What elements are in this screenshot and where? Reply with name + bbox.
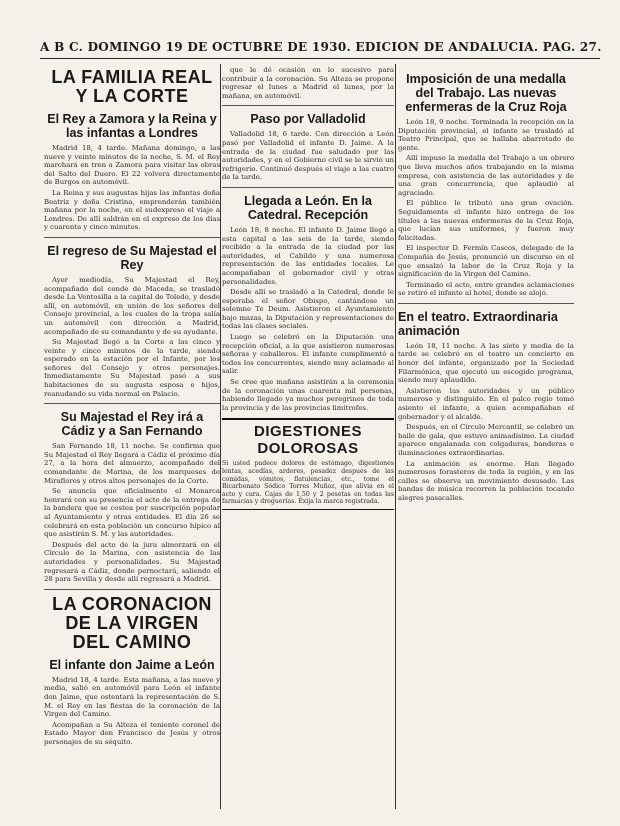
article-paragraph: que le dé ocasión en lo sucesivo para contribuir a la coronación. Su Alteza se propone regresar el lunes a Madrid el lunes, por la mañana, en automóvil. xyxy=(222,66,394,100)
headline-infante-leon: El infante don Jaime a León xyxy=(49,657,215,672)
article-paragraph: Valladolid 18, 6 tarde. Con dirección a León pasó por Valladolid el infante D. Jaime. A la entrada de la ciudad fue saludado por las autoridades, y en el Gobierno civil se le sirvió un refrigerio. Continuó después el viaje a las cuatro de la tarde. xyxy=(222,130,394,182)
article-paragraph: León 18, 9 noche. Terminada la recepción en la Diputación provincial, el infante se trasladó al Teatro Principal, que se hallaba abarrotado de gente. xyxy=(398,118,574,152)
section-title-royal-family: LA FAMILIA REAL Y LA CORTE xyxy=(51,67,213,106)
column-divider xyxy=(220,64,221,809)
page-header: A B C. DOMINGO 19 DE OCTUBRE DE 1930. EDICION DE ANDALUCIA. PAG. 27. xyxy=(40,40,602,54)
article-paragraph: San Fernando 18, 11 noche. Se confirma que Su Majestad el Rey llegará a Cádiz el próximo día 27, a la hora del almuerzo, acompañado del comandante de Marina, de los marqueses de Miraflores y otros altos personajes de la Corte. xyxy=(44,442,220,485)
advertisement xyxy=(222,418,394,510)
article-paragraph: El público le tributó una gran ovación. Seguidamente el infante hizo entrega de los títulos a las nuevas enfermeras de la Cruz Roja, que lucían sus uniformes, y fueron muy felicitadas. xyxy=(398,199,574,242)
article-paragraph: Desde allí se trasladó a la Catedral, donde le esperaba el señor Obispo, cantándose un solemne Te Deum. Asistieron el Ayuntamiento bajo mazas, la Diputación y representaciones de todas las clases sociales. xyxy=(222,288,394,331)
column-divider xyxy=(395,64,396,809)
divider xyxy=(44,237,220,238)
article-paragraph: Se cree que mañana asistirán a la ceremonia de la coronación unas cuarenta mil personas, habiendo llegado ya muchos peregrinos de toda la provincia y de las provincias limítrofes. xyxy=(222,378,394,412)
header-rule xyxy=(40,58,600,59)
article-paragraph: Madrid 18, 4 tarde. Mañana domingo, a las nueve y veinte minutos de la noche, S. M. el Rey marchará en tren a Zamora para visitar las obras del Salto del Duero. El 22 volverá directamente de Burgos en automóvil. xyxy=(44,144,220,187)
article-paragraph: Madrid 18, 4 tarde. Esta mañana, a las nueve y media, salió en automóvil para León el infante don Jaime, que ostentará la representación de S. M. el Rey en las fiestas de la coronación de la Virgen del Camino. xyxy=(44,675,220,719)
divider xyxy=(222,187,394,188)
article-paragraph: Allí impuso la medalla del Trabajo a un obrero que lleva muchos años trabajando en la misma empresa, con asistencia de las autoridades y de una gran concurrencia, que aplaudió al agraciado. xyxy=(398,154,574,197)
article-paragraph: Ayer mediodía, Su Majestad el Rey, acompañado del conde de Maceda, se trasladó desde La Ventosilla a la capital de Toledo, y desde allí, en automóvil, en unión de los señores del Consejo provincial, a los cuales de la tropa salía un automóvil con dirección a Madrid, acompañado de su comandante y de su ayudante. xyxy=(44,275,220,336)
article-paragraph: Su Majestad llegó a la Corte a las cinco y veinte y cinco minutos de la tarde, siendo esperado en la estación por el Infante, por los señores del Consejo y otros personajes. Inmediatamente Su Majestad pasó a sus habitaciones de su augusta esposa e hijos, reanudando su vida normal en Palacio. xyxy=(44,338,220,398)
headline-medal-red-cross: Imposición de una medalla del Trabajo. Las nuevas enfermeras de la Cruz Roja xyxy=(405,72,567,114)
article-paragraph: El inspector D. Fermín Cascos, delegado de la Compañía de Jesús, pronunció un discurso en el que ensalzó la labor de la Cruz Roja y la significación de la Virgen del Camino. xyxy=(398,244,574,279)
article-paragraph: Asistieron las autoridades y un público numeroso y distinguido. En el palco regio tomó asiento el infante, a quien acompañaban el gobernador y el alcalde. xyxy=(398,386,574,421)
divider xyxy=(398,303,574,304)
article-paragraph: La Reina y sus augustas hijas las infantas doña Beatriz y doña Cristina, emprenderán también mañana por la noche, en el sudexpreso el viaje a Londres. De allí saldrán en el expreso de los días y cuarenta y cinco minutos. xyxy=(44,188,220,232)
article-paragraph: Luego se celebró en la Diputación una recepción oficial, a la que asistieron numerosas señoras y caballeros. El infante cumplimentó a todos los concurrentes, siendo muy aclamado al salir. xyxy=(222,333,394,376)
article-paragraph: León 18, 8 noche. El infante D. Jaime llegó a esta capital a las seis de la tarde, siendo recibido a la entrada de la ciudad por las autoridades, el Cabildo y una numerosa representación de las entidades locales. Le acompañaban el gobernador civil y otras personalidades. xyxy=(222,225,394,286)
headline-king-return: El regreso de Su Majestad el Rey xyxy=(47,243,217,272)
section-title-coronation: LA CORONACION DE LA VIRGEN DEL CAMINO xyxy=(52,593,212,652)
article-paragraph: Después del acto de la jura almorzará en el Círculo de la Marina, con asistencia de las autoridades y personalidades. Su Majestad regresará a Cádiz, donde pernoctará, saliendo el 28 para Sevilla y desde allí regresará a Madrid. xyxy=(44,540,220,584)
column-1 xyxy=(44,66,220,749)
column-3 xyxy=(398,66,574,505)
article-paragraph: La animación es enorme. Han llegado numerosos forasteros de toda la región, y en las calles se observa un movimiento desusado. Las bandas de música recorren la población tocando alegres pasacalles. xyxy=(398,459,574,502)
ad-title: DIGESTIONES DOLOROSAS xyxy=(253,423,363,458)
article-paragraph: Acompañan a Su Alteza el teniente coronel de Estado Mayor don Francisco de Jesús y otros personajes de su séquito. xyxy=(44,720,220,746)
divider xyxy=(222,105,394,106)
article-paragraph: León 18, 11 noche. A las siete y media de la tarde se celebró en el teatro un concierto en honor del infante, organizado por la Sociedad Filarmónica, que ejecutó un escogido programa, siendo muy aplaudido. xyxy=(398,341,574,385)
column-2 xyxy=(222,66,394,514)
divider xyxy=(44,403,220,404)
headline-theatre: En el teatro. Extraordinaria animación xyxy=(398,309,558,338)
divider xyxy=(44,589,220,590)
ad-body: Si usted padece dolores de estómago, digestiones lentas, acedías, ardores, pesadez después de las comidas, vómitos, flatulencias, etc., tome el Bicarbonato Sódico Torres Muñoz, que alivia en el acto y cura. Cajas de 1,50 y 2 pesetas en todas las farmacias y droguerías. Exija la marca registrada. xyxy=(222,460,394,506)
article-paragraph: Después, en el Círculo Mercantil, se celebró un baile de gala, que estuvo animadísimo. La ciudad aparece engalanada con colgaduras, banderas e iluminaciones extraordinarias. xyxy=(398,423,574,457)
article-paragraph: Se anuncia que oficialmente el Monarca honrará con su presencia el acto de la entrega de la bandera que se costea por suscripción popular al Ayuntamiento y otras entidades. El día 26 se celebrará en esta población un concurso hípico al que asistirán S. M. y las autoridades. xyxy=(44,487,220,539)
article-paragraph: Terminado el acto, entre grandes aclamaciones se retiró el infante al hotel, donde se alojó. xyxy=(398,280,574,298)
headline-king-cadiz: Su Majestad el Rey irá a Cádiz y a San Fernando xyxy=(60,410,204,439)
headline-leon-arrival: Llegada a León. En la Catedral. Recepción xyxy=(244,193,372,222)
headline-king-zamora: El Rey a Zamora y la Reina y las infantas a Londres xyxy=(47,112,217,140)
headline-valladolid: Paso por Valladolid xyxy=(250,112,366,127)
